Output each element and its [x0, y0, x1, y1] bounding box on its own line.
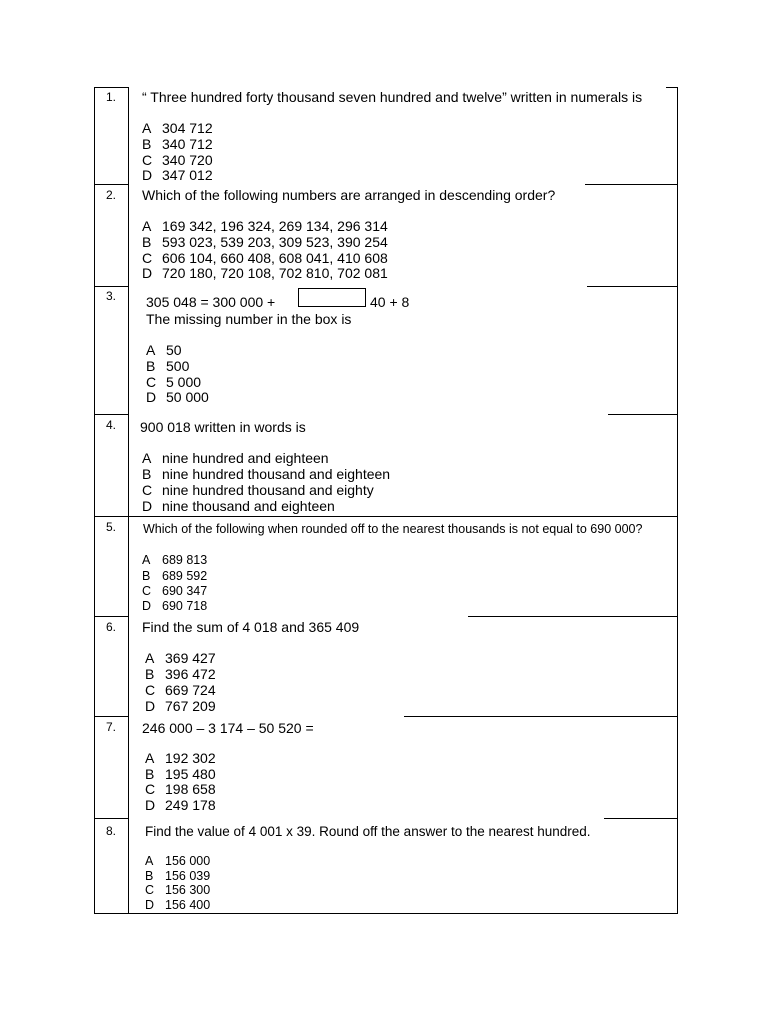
option-letter: D [142, 498, 153, 514]
answer-option [146, 342, 182, 358]
question-number: 4. [105, 418, 116, 432]
answer-option [142, 250, 388, 266]
answer-option [142, 152, 213, 168]
option-value: 340 720 [162, 152, 213, 168]
answer-option [146, 389, 209, 405]
question-number: 1. [105, 90, 116, 104]
answer-option [142, 120, 213, 136]
option-letter: C [142, 482, 153, 498]
option-letter: C [145, 682, 156, 698]
option-value: 606 104, 660 408, 608 041, 410 608 [162, 250, 388, 266]
option-letter: B [145, 666, 155, 682]
option-value: nine thousand and eighteen [162, 498, 335, 514]
option-letter: C [145, 883, 155, 897]
option-letter: C [145, 781, 156, 797]
option-letter: D [142, 599, 152, 613]
option-letter: A [146, 342, 156, 358]
table-column-divider [128, 87, 129, 914]
option-letter: B [146, 358, 156, 374]
option-letter: D [145, 698, 156, 714]
question-text: Find the sum of 4 018 and 365 409 [142, 619, 360, 635]
option-value: 340 712 [162, 136, 213, 152]
answer-option [145, 666, 216, 682]
option-letter: D [145, 898, 155, 912]
question-number: 3. [105, 289, 116, 303]
question-text: Which of the following numbers are arranged in descending order? [142, 187, 556, 203]
option-letter: D [142, 265, 153, 281]
option-value: 156 400 [165, 898, 211, 912]
option-letter: A [142, 218, 152, 234]
row-separator [608, 414, 678, 415]
option-letter: C [142, 250, 153, 266]
table-top-border-right [666, 87, 678, 88]
question-text: Which of the following when rounded off to the nearest thousands is not equal to 690 000? [143, 522, 643, 536]
missing-number-box [298, 288, 366, 307]
option-value: nine hundred thousand and eighteen [162, 466, 391, 482]
answer-option [142, 498, 335, 514]
option-letter: B [142, 466, 152, 482]
option-value: 156 000 [165, 854, 211, 868]
question-text: 246 000 – 3 174 – 50 520 = [142, 720, 314, 736]
row-separator [94, 818, 128, 819]
answer-option [142, 584, 207, 598]
option-value: 169 342, 196 324, 269 134, 296 314 [162, 218, 388, 234]
question-text: Find the value of 4 001 x 39. Round off the answer to the nearest hundred. [145, 824, 591, 839]
row-separator [94, 286, 128, 287]
option-value: 500 [166, 358, 190, 374]
option-value: 690 347 [162, 584, 208, 598]
option-letter: C [142, 152, 153, 168]
option-letter: B [145, 869, 154, 883]
answer-option [142, 553, 207, 567]
option-value: 198 658 [165, 781, 216, 797]
option-value: 593 023, 539 203, 309 523, 390 254 [162, 234, 388, 250]
equation-right: 40 + 8 [370, 294, 410, 310]
option-letter: D [145, 797, 156, 813]
option-letter: D [142, 167, 153, 183]
option-value: 249 178 [165, 797, 216, 813]
answer-option [142, 466, 390, 482]
option-value: 195 480 [165, 766, 216, 782]
option-value: 690 718 [162, 599, 208, 613]
answer-option [142, 482, 374, 498]
option-value: nine hundred and eighteen [162, 450, 329, 466]
row-separator [587, 286, 678, 287]
answer-option [145, 854, 210, 868]
table-left-border [94, 87, 95, 914]
option-letter: A [142, 553, 151, 567]
option-letter: A [145, 750, 155, 766]
option-letter: A [142, 450, 152, 466]
table-right-border [677, 87, 678, 914]
row-separator [94, 516, 678, 517]
option-value: 720 180, 720 108, 702 810, 702 081 [162, 265, 388, 281]
table-top-border [94, 87, 128, 88]
option-value: 347 012 [162, 167, 213, 183]
question-text: The missing number in the box is [146, 311, 352, 327]
row-separator [94, 184, 128, 185]
answer-option [142, 218, 388, 234]
option-letter: D [146, 389, 157, 405]
option-letter: B [142, 136, 152, 152]
answer-option [145, 883, 210, 897]
row-separator [94, 414, 128, 415]
option-value: nine hundred thousand and eighty [162, 482, 374, 498]
answer-option [145, 898, 210, 912]
row-separator [94, 616, 128, 617]
question-number: 2. [105, 188, 116, 202]
option-value: 689 592 [162, 569, 208, 583]
option-letter: B [145, 766, 155, 782]
option-value: 50 [166, 342, 182, 358]
option-value: 5 000 [166, 374, 202, 390]
answer-option [142, 167, 213, 183]
answer-option [145, 698, 216, 714]
answer-option [142, 450, 329, 466]
option-value: 369 427 [165, 650, 216, 666]
question-number: 7. [105, 720, 116, 734]
option-value: 304 712 [162, 120, 213, 136]
question-number: 6. [105, 620, 116, 634]
question-text: 900 018 written in words is [140, 419, 306, 435]
option-letter: A [142, 120, 152, 136]
equation-left: 305 048 = 300 000 + [146, 294, 276, 310]
answer-option [142, 569, 207, 583]
option-value: 396 472 [165, 666, 216, 682]
option-value: 156 300 [165, 883, 211, 897]
answer-option [142, 599, 207, 613]
row-separator [404, 716, 678, 717]
answer-option [142, 234, 388, 250]
answer-option [145, 682, 216, 698]
answer-option [145, 797, 216, 813]
question-text: “ Three hundred forty thousand seven hundred and twelve” written in numerals is [142, 89, 643, 105]
answer-option [142, 265, 388, 281]
answer-option [142, 136, 213, 152]
option-value: 689 813 [162, 553, 208, 567]
option-letter: A [145, 854, 154, 868]
question-number: 5. [105, 520, 116, 534]
question-number: 8. [105, 824, 116, 838]
option-letter: B [142, 569, 151, 583]
option-value: 767 209 [165, 698, 216, 714]
option-letter: B [142, 234, 152, 250]
table-bottom-border [94, 913, 678, 914]
answer-option [145, 781, 216, 797]
row-separator [585, 184, 678, 185]
answer-option [145, 869, 210, 883]
answer-option [145, 766, 216, 782]
option-value: 192 302 [165, 750, 216, 766]
option-letter: A [145, 650, 155, 666]
option-value: 156 039 [165, 869, 211, 883]
answer-option [146, 358, 189, 374]
row-separator [94, 716, 128, 717]
answer-option [145, 750, 216, 766]
answer-option [146, 374, 201, 390]
option-letter: C [146, 374, 157, 390]
option-value: 669 724 [165, 682, 216, 698]
option-value: 50 000 [166, 389, 209, 405]
answer-option [145, 650, 216, 666]
option-letter: C [142, 584, 152, 598]
row-separator [468, 616, 678, 617]
row-separator [604, 818, 678, 819]
